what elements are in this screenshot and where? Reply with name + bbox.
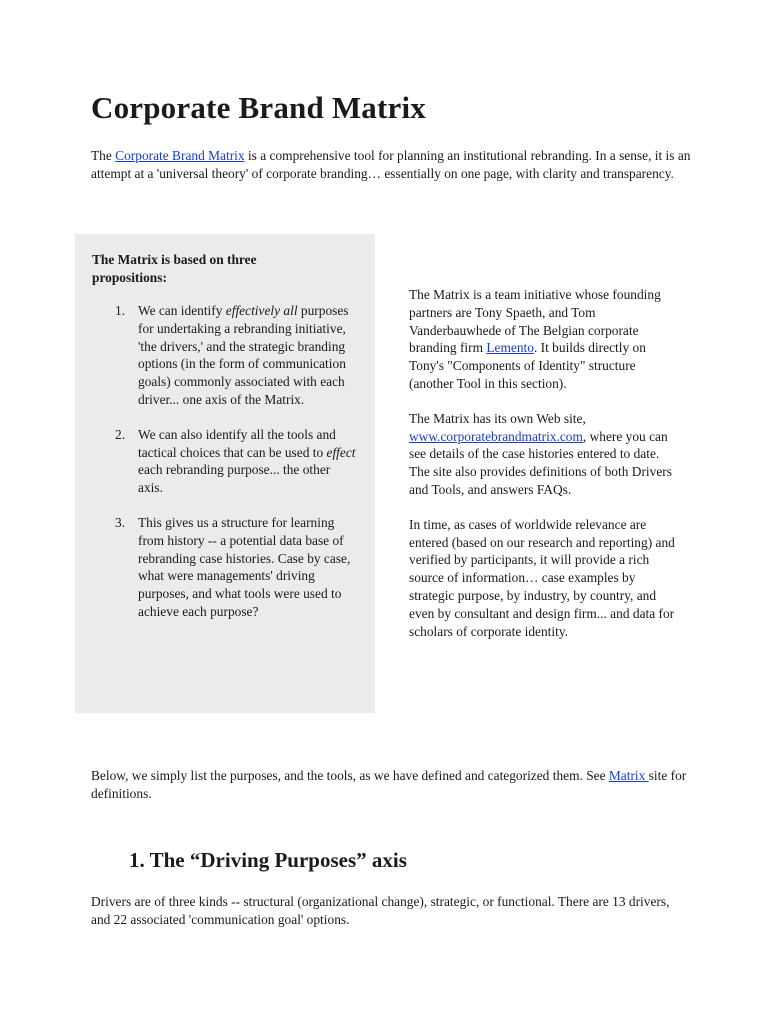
below-paragraph [91,767,691,803]
below-text-start: Below, we simply list the purposes, and the tools, as we have defined and categorized them. See [91,768,609,783]
list-item-text: purposes for undertaking a rebranding initiative, 'the drivers,' and the strategic branding options (in the form of communication goals) commonly associated with each driver... one axis of the Matrix. [138,303,349,407]
future-paragraph: In time, as cases of worldwide relevance are entered (based on our research and reporting) and verified by participants, it will provide a rich source of information… case examples by strategic purpose, by industry, by country, and even by consultant and design firm... and data for scholars of corporate identity. [409,516,675,639]
list-number: 3. [115,514,126,530]
lemento-link[interactable]: Lemento [486,340,534,356]
matrix-website-link[interactable]: www.corporatebrandmatrix.com [409,428,583,444]
website-paragraph [409,410,681,499]
list-item [92,514,356,621]
corporate-brand-matrix-link[interactable]: Corporate Brand Matrix [115,148,245,163]
propositions-list [92,302,357,621]
right-column [409,286,681,657]
section-heading: 1. The “Driving Purposes” axis [129,848,407,872]
intro-text-start: The [91,148,116,163]
list-item-text: We can also identify all the tools and tactical choices that can be used to [138,426,336,460]
website-text-start: The Matrix has its own Web site, [409,410,586,426]
page-title: Corporate Brand Matrix [91,90,427,125]
intro-paragraph [91,147,691,182]
propositions-box [75,234,375,713]
team-text-start: The Matrix is a team initiative whose founding partners are Tony Spaeth, and Tom Vanderbauwhede of The Belgian corporate branding firm [409,287,661,356]
drivers-paragraph: Drivers are of three kinds -- structural (organizational change), strategic, or functional. There are 13 drivers, and 22 associated 'communication goal' options. [91,894,670,927]
matrix-link[interactable]: Matrix [608,768,649,783]
below-text-end: site for definitions. [91,768,687,801]
list-item-emphasis: effectively all [225,303,298,318]
team-paragraph [409,286,681,393]
list-item-emphasis: effect [326,444,356,460]
team-text-end: . It builds directly on Tony's "Components of Identity" structure (another Tool in this section). [409,340,646,391]
intro-text-end: is a comprehensive tool for planning an institutional rebranding. In a sense, it is an attempt at a 'universal theory' of corporate branding… essentially on one page, with clarity and transparency. [91,148,691,181]
propositions-heading: The Matrix is based on three propositions: [92,252,257,285]
list-item [92,302,356,409]
list-number: 2. [115,426,126,442]
list-item [92,426,356,497]
list-item-text: This gives us a structure for learning from history -- a potential data base of rebranding case histories. Case by case, what were managements' driving purposes, and what tools were used to achieve each purpose? [138,514,351,619]
website-text-end: , where you can see details of the case histories entered to date. The site also provides definitions of both Drivers and Tools, and answers FAQs. [409,428,672,497]
list-number: 1. [115,303,126,318]
list-item-text: each rebranding purpose... the other axis. [138,462,331,496]
list-item-text: We can identify [138,303,226,318]
